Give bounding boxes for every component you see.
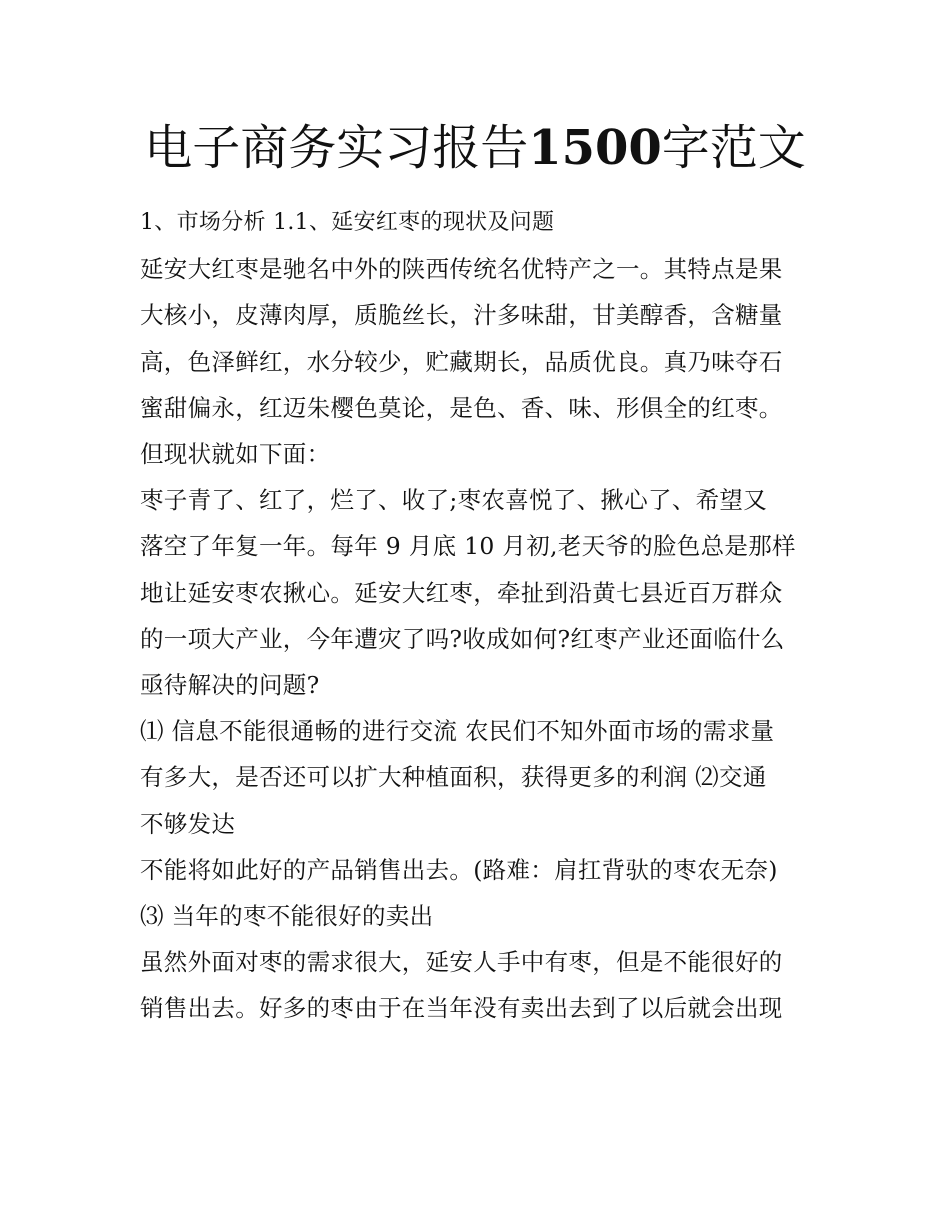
text-line: 地让延安枣农揪心。延安大红枣，牵扯到沿黄七县近百万群众	[140, 578, 783, 607]
text-line: 有多大，是否还可以扩大种植面积，获得更多的利润 ⑵交通	[140, 763, 767, 792]
document-title	[0, 112, 950, 184]
text-line: 销售出去。好多的枣由于在当年没有卖出去到了以后就会出现	[140, 994, 783, 1023]
text-line: 不能将如此好的产品销售出去。(路难：肩扛背驮的枣农无奈)	[140, 855, 778, 884]
text-line: 枣子青了、红了，烂了、收了;枣农喜悦了、揪心了、希望又	[140, 486, 768, 515]
text-line: 但现状就如下面：	[140, 440, 331, 469]
text-line: 不够发达	[140, 809, 236, 838]
title-text-post: 字范文	[661, 120, 806, 176]
text-line: 的一项大产业，今年遭灾了吗?收成如何?红枣产业还面临什么	[140, 624, 785, 653]
title-number: 1500	[528, 120, 662, 176]
text-line: 大核小，皮薄肉厚，质脆丝长，汁多味甜，甘美醇香，含糖量	[140, 301, 783, 330]
document-body	[140, 200, 820, 1032]
text-line: ⑶ 当年的枣不能很好的卖出	[140, 902, 434, 931]
text-line: 亟待解决的问题?	[140, 671, 320, 700]
text-line: 虽然外面对枣的需求很大，延安人手中有枣，但是不能很好的	[140, 948, 783, 977]
text-line: 落空了年复一年。每年 9 月底 10 月初,老天爷的脸色总是那样	[140, 532, 796, 561]
title-text-pre: 电子商务实习报告	[144, 120, 529, 176]
text-line: 高，色泽鲜红，水分较少，贮藏期长，品质优良。真乃味夺石	[140, 347, 783, 376]
section-heading: 1、市场分析 1.1、延安红枣的现状及问题	[140, 210, 555, 235]
text-line: 蜜甜偏永，红迈朱樱色莫论，是色、香、味、形俱全的红枣。	[140, 393, 783, 422]
text-line: 延安大红枣是驰名中外的陕西传统名优特产之一。其特点是果	[140, 255, 783, 284]
text-line: ⑴ 信息不能很通畅的进行交流 农民们不知外面市场的需求量	[140, 717, 775, 746]
